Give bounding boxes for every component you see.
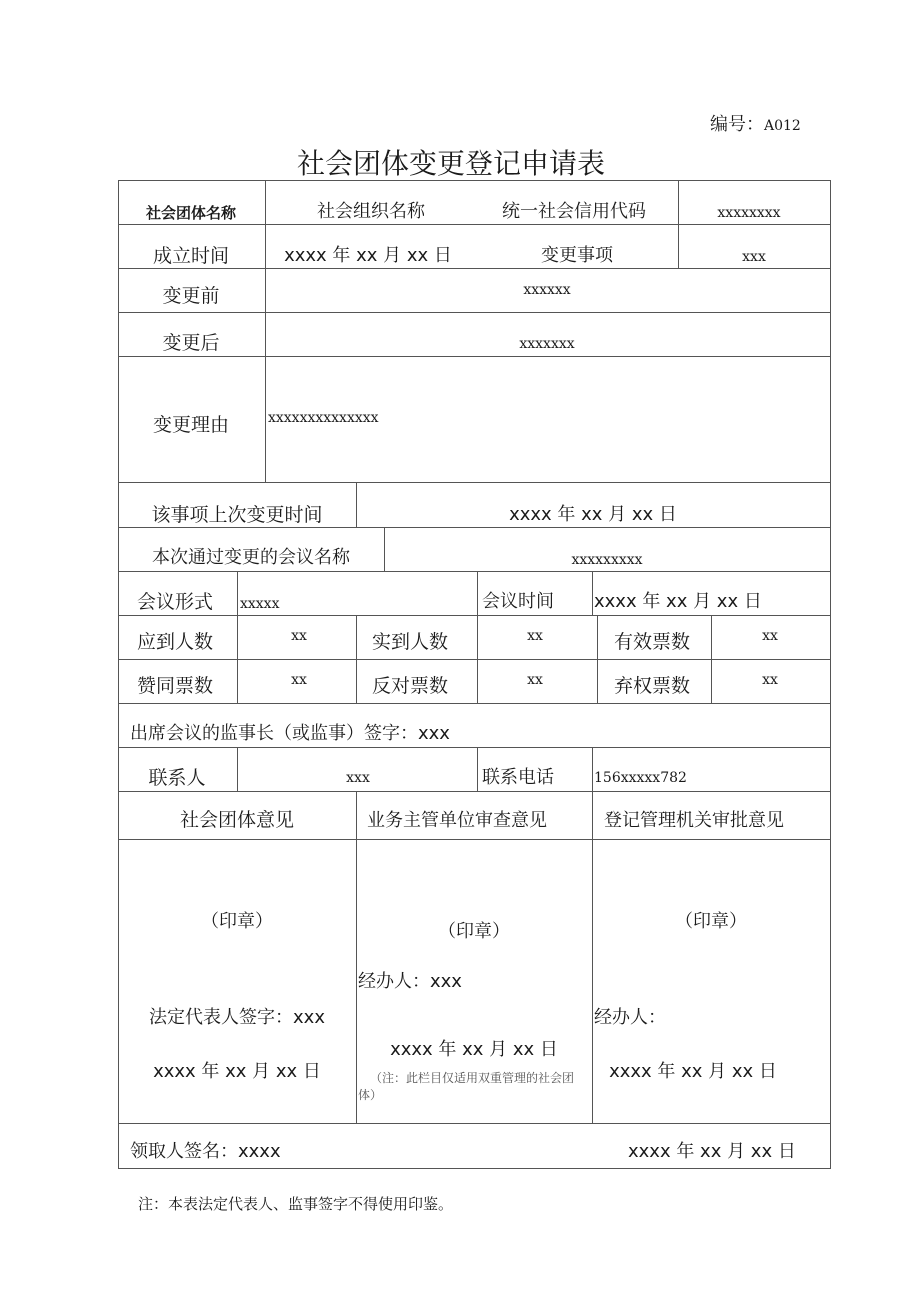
change-item-value: xxx xyxy=(742,249,766,265)
supervisor-note: （注：此栏目仅适用双重管理的社会团体） xyxy=(358,1071,575,1102)
before-value: xxxxxx xyxy=(523,282,571,298)
credit-code-label: 统一社会信用代码 xyxy=(502,201,646,222)
org-name-label: 社会团体名称 xyxy=(145,204,237,222)
supervisor-handler: 经办人：xxx xyxy=(358,971,462,992)
registrar-seal: （印章） xyxy=(675,911,747,932)
before-label: 变更前 xyxy=(162,285,220,307)
after-label: 变更后 xyxy=(162,332,220,354)
registrar-date: xxxx 年 xx 月 xx 日 xyxy=(609,1061,777,1082)
founded-value: xxxx 年 xx 月 xx 日 xyxy=(284,245,452,266)
receiver-date: xxxx 年 xx 月 xx 日 xyxy=(628,1141,796,1162)
no-votes-label: 反对票数 xyxy=(371,675,449,697)
last-change-label: 该事项上次变更时间 xyxy=(151,504,323,526)
meeting-form-value: xxxxx xyxy=(240,596,280,612)
actual-value: xx xyxy=(527,628,543,644)
org-seal: （印章） xyxy=(201,911,273,932)
supervisor-date: xxxx 年 xx 月 xx 日 xyxy=(390,1039,558,1060)
valid-votes-label: 有效票数 xyxy=(613,631,691,653)
yes-votes-label: 赞同票数 xyxy=(136,675,214,697)
valid-votes-value: xx xyxy=(762,628,778,644)
abstain-votes-value: xx xyxy=(762,672,778,688)
footnote: 注：本表法定代表人、监事签字不得使用印鉴。 xyxy=(138,1195,454,1213)
page-title: 社会团体变更登记申请表 xyxy=(296,147,606,180)
actual-label: 实到人数 xyxy=(371,631,449,653)
supervisor-opinion-header: 业务主管单位审查意见 xyxy=(367,810,547,831)
founded-label: 成立时间 xyxy=(152,245,230,267)
supervisor-signature: 出席会议的监事长（或监事）签字：xxx xyxy=(130,723,450,744)
phone-label: 联系电话 xyxy=(482,767,554,788)
yes-votes-value: xx xyxy=(291,672,307,688)
org-name-value: 社会组织名称 xyxy=(317,201,425,222)
meeting-name-value: xxxxxxxxx xyxy=(571,552,643,568)
meeting-form-label: 会议形式 xyxy=(136,591,214,613)
meeting-time-value: xxxx 年 xx 月 xx 日 xyxy=(594,591,762,612)
org-date: xxxx 年 xx 月 xx 日 xyxy=(153,1061,321,1082)
credit-code-value: xxxxxxxx xyxy=(717,205,781,221)
expected-value: xx xyxy=(291,628,307,644)
change-item-label: 变更事项 xyxy=(541,245,613,266)
expected-label: 应到人数 xyxy=(136,631,214,653)
contact-value: xxx xyxy=(346,770,370,786)
reason-value: xxxxxxxxxxxxxx xyxy=(268,410,379,426)
meeting-name-label: 本次通过变更的会议名称 xyxy=(152,547,350,568)
meeting-time-label: 会议时间 xyxy=(482,591,554,612)
supervisor-seal: （印章） xyxy=(438,921,510,942)
registrar-opinion-header: 登记管理机关审批意见 xyxy=(604,810,784,831)
after-value: xxxxxxx xyxy=(519,336,575,352)
serial-number: 编号：A012 xyxy=(710,114,801,135)
receiver-signature: 领取人签名：xxxx xyxy=(130,1141,281,1162)
contact-label: 联系人 xyxy=(148,767,206,789)
org-opinion-header: 社会团体意见 xyxy=(179,809,295,831)
org-legal-signature: 法定代表人签字：xxx xyxy=(149,1007,325,1028)
abstain-votes-label: 弃权票数 xyxy=(613,675,691,697)
phone-value: 156xxxxx782 xyxy=(594,770,687,786)
reason-label: 变更理由 xyxy=(152,414,230,436)
last-change-value: xxxx 年 xx 月 xx 日 xyxy=(509,504,677,525)
no-votes-value: xx xyxy=(527,672,543,688)
registrar-handler: 经办人： xyxy=(594,1007,666,1028)
